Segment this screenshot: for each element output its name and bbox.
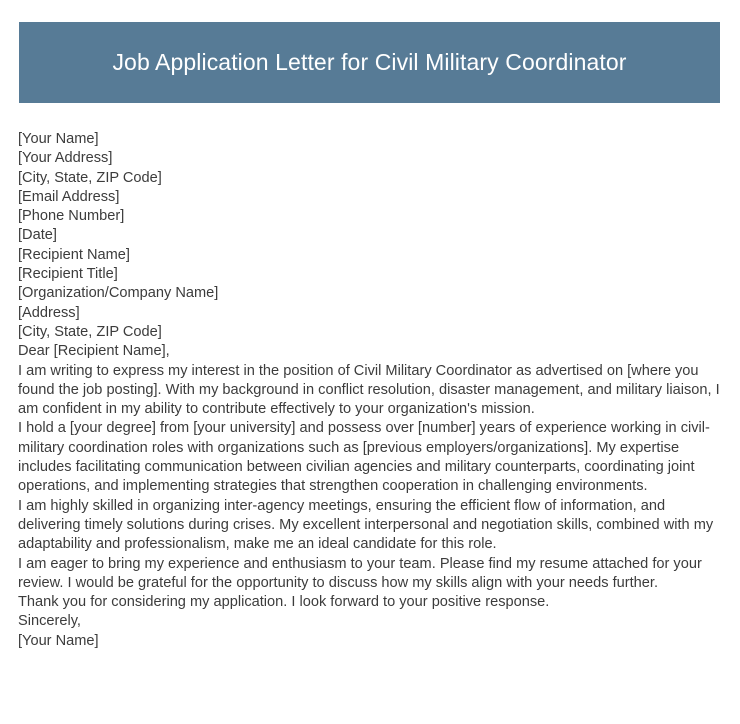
document-title: Job Application Letter for Civil Military Coordinator xyxy=(112,48,627,75)
sender-line-phone: [Phone Number] xyxy=(18,208,125,225)
recipient-line-address: [Address] xyxy=(18,304,80,321)
signature-name: [Your Name] xyxy=(18,632,99,649)
recipient-line-city-state-zip: [City, State, ZIP Code] xyxy=(18,323,162,340)
letter-paragraph-1: I am writing to express my interest in the position of Civil Military Coordinator as advertised on [where you found the job posting]. With my background in conflict resolution, disaster management, and military liaison, I am confident in my ability to contribute effectively to your organization's mission. xyxy=(18,362,720,418)
sender-line-date: [Date] xyxy=(18,227,57,244)
letter-paragraph-2: I hold a [your degree] from [your university] and possess over [number] years of experience working in civil-military coordination roles with organizations such as [previous employers/organizations]. My expertise includes facilitating communication between civilian agencies and military counterparts, coordinating joint operations, and implementing strategies that strengthen cooperation in challenging environments. xyxy=(18,420,710,495)
recipient-line-name: [Recipient Name] xyxy=(18,246,130,263)
sender-line-email: [Email Address] xyxy=(18,188,120,205)
recipient-line-title: [Recipient Title] xyxy=(18,266,118,283)
letter-paragraph-3: I am highly skilled in organizing inter-agency meetings, ensuring the efficient flow of information, and delivering timely solutions during crises. My excellent interpersonal and negotiation skills, combined with my adaptability and professionalism, make me an ideal candidate for this role. xyxy=(18,497,714,553)
recipient-address-block xyxy=(18,246,724,342)
sender-line-your-name: [Your Name] xyxy=(18,131,99,147)
sender-address-block xyxy=(18,130,724,246)
letter-paragraph-5: Thank you for considering my application. I look forward to your positive response. xyxy=(18,594,550,611)
letter-paragraph-4: I am eager to bring my experience and enthusiasm to your team. Please find my resume attached for your review. I would be grateful for the opportunity to discuss how my skills align with your needs further. xyxy=(18,555,702,591)
salutation: Dear [Recipient Name], xyxy=(18,343,170,360)
document-header-banner xyxy=(19,22,720,103)
letter-body xyxy=(18,130,724,651)
closing-salutation: Sincerely, xyxy=(18,613,81,630)
sender-line-your-address: [Your Address] xyxy=(18,150,113,167)
sender-line-city-state-zip: [City, State, ZIP Code] xyxy=(18,169,162,186)
recipient-line-organization: [Organization/Company Name] xyxy=(18,285,219,302)
